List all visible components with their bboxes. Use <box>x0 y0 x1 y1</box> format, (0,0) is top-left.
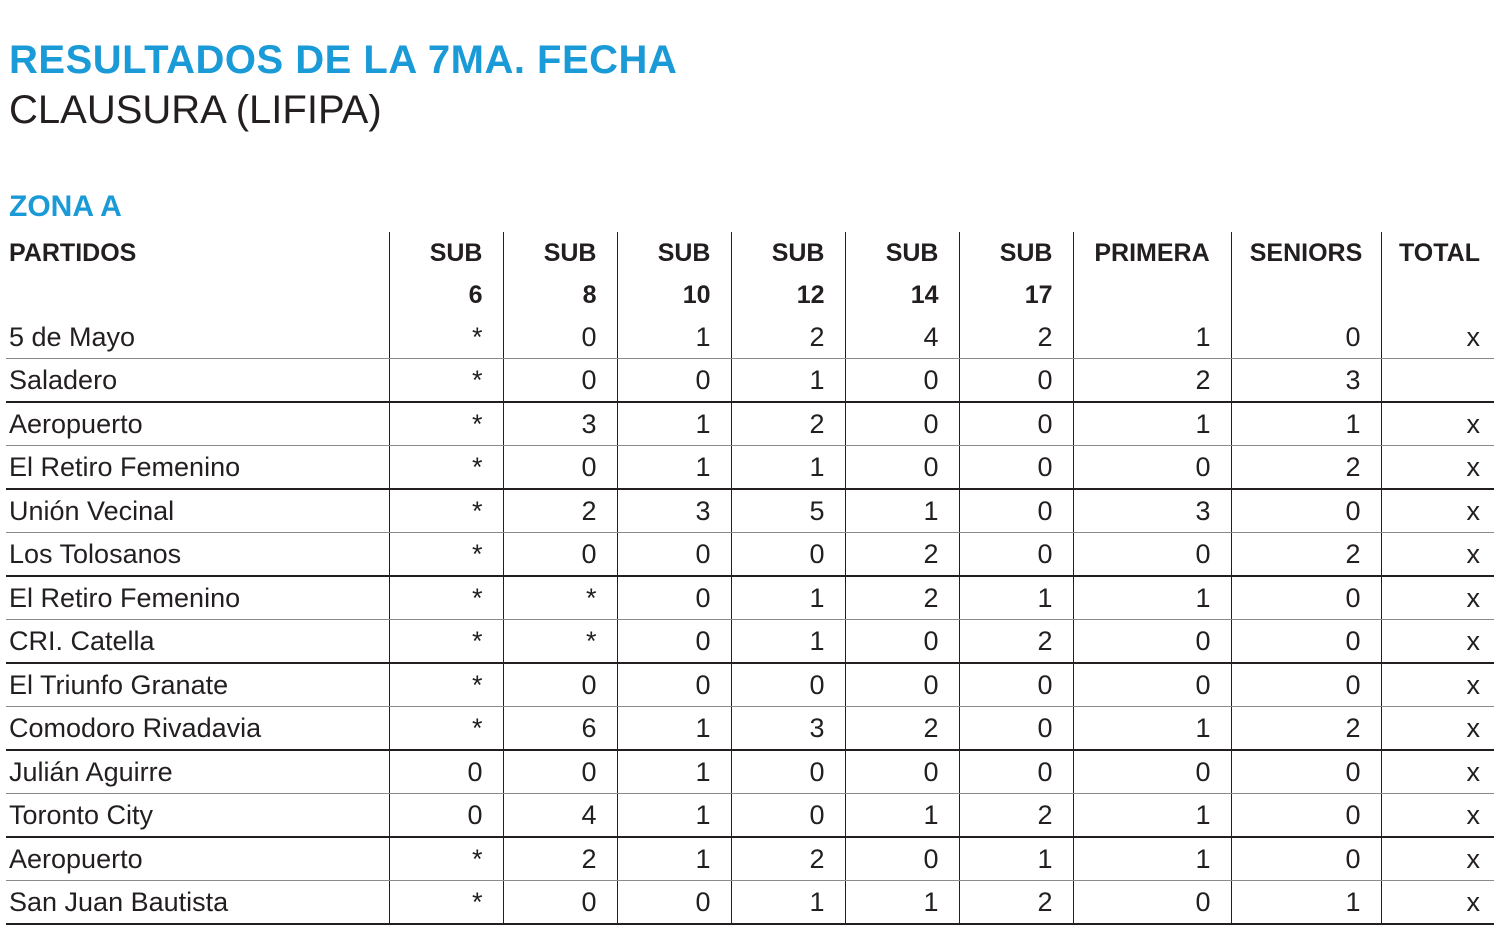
primera-cell: 0 <box>1073 663 1231 707</box>
sub8-cell: 0 <box>503 881 617 925</box>
column-header-sub8: SUB <box>503 232 617 274</box>
primera-cell: 0 <box>1073 620 1231 664</box>
total-cell: x <box>1381 663 1494 707</box>
total-cell: x <box>1381 707 1494 751</box>
sub12-cell: 0 <box>731 750 845 794</box>
seniors-cell: 0 <box>1231 489 1381 533</box>
column-header-primera-sub <box>1073 274 1231 316</box>
table-row <box>6 794 1494 838</box>
sub14-cell: 4 <box>845 316 959 359</box>
table-row <box>6 620 1494 664</box>
team-name-cell: CRI. Catella <box>6 620 389 664</box>
header-row-1 <box>6 232 1494 274</box>
total-cell <box>1381 359 1494 403</box>
sub12-cell: 2 <box>731 837 845 881</box>
table-row <box>6 707 1494 751</box>
seniors-cell: 0 <box>1231 794 1381 838</box>
sub10-cell: 0 <box>617 881 731 925</box>
sub12-cell: 1 <box>731 881 845 925</box>
primera-cell: 1 <box>1073 794 1231 838</box>
seniors-cell: 0 <box>1231 620 1381 664</box>
sub6-cell: 0 <box>389 794 503 838</box>
sub10-cell: 0 <box>617 359 731 403</box>
column-header-seniors-sub <box>1231 274 1381 316</box>
sub12-cell: 1 <box>731 620 845 664</box>
total-cell: x <box>1381 533 1494 577</box>
seniors-cell: 0 <box>1231 750 1381 794</box>
sub14-cell: 0 <box>845 359 959 403</box>
total-cell: x <box>1381 446 1494 490</box>
sub6-cell: * <box>389 489 503 533</box>
team-name-cell: Julián Aguirre <box>6 750 389 794</box>
table-body <box>6 316 1494 924</box>
zone-heading: ZONA A <box>9 190 122 223</box>
total-cell: x <box>1381 402 1494 446</box>
total-cell: x <box>1381 576 1494 620</box>
sub14-cell: 2 <box>845 533 959 577</box>
sub8-cell: 6 <box>503 707 617 751</box>
results-table <box>6 232 1494 925</box>
sub14-cell: 0 <box>845 837 959 881</box>
column-header-sub12: SUB <box>731 232 845 274</box>
sub6-cell: * <box>389 837 503 881</box>
sub12-cell: 0 <box>731 663 845 707</box>
sub14-cell: 2 <box>845 576 959 620</box>
column-header-sub14-age: 14 <box>845 274 959 316</box>
sub17-cell: 1 <box>959 576 1073 620</box>
table-row <box>6 576 1494 620</box>
table-row <box>6 663 1494 707</box>
seniors-cell: 1 <box>1231 402 1381 446</box>
sub14-cell: 1 <box>845 794 959 838</box>
primera-cell: 3 <box>1073 489 1231 533</box>
table-row <box>6 359 1494 403</box>
team-name-cell: 5 de Mayo <box>6 316 389 359</box>
primera-cell: 0 <box>1073 446 1231 490</box>
sub14-cell: 0 <box>845 620 959 664</box>
column-header-primera: PRIMERA <box>1073 232 1231 274</box>
sub6-cell: * <box>389 707 503 751</box>
seniors-cell: 2 <box>1231 707 1381 751</box>
sub10-cell: 0 <box>617 663 731 707</box>
column-header-sub17: SUB <box>959 232 1073 274</box>
primera-cell: 0 <box>1073 881 1231 925</box>
primera-cell: 1 <box>1073 316 1231 359</box>
sub12-cell: 1 <box>731 576 845 620</box>
primera-cell: 1 <box>1073 707 1231 751</box>
sub8-cell: 0 <box>503 316 617 359</box>
team-name-cell: Toronto City <box>6 794 389 838</box>
sub6-cell: * <box>389 620 503 664</box>
sub10-cell: 1 <box>617 707 731 751</box>
sub10-cell: 1 <box>617 837 731 881</box>
table-row <box>6 750 1494 794</box>
table-row <box>6 446 1494 490</box>
sub6-cell: * <box>389 359 503 403</box>
column-header-sub10-age: 10 <box>617 274 731 316</box>
table-row <box>6 489 1494 533</box>
sub14-cell: 1 <box>845 489 959 533</box>
header-row-2 <box>6 274 1494 316</box>
seniors-cell: 2 <box>1231 446 1381 490</box>
primera-cell: 2 <box>1073 359 1231 403</box>
sub10-cell: 3 <box>617 489 731 533</box>
sub8-cell: 0 <box>503 359 617 403</box>
primera-cell: 1 <box>1073 402 1231 446</box>
sub17-cell: 0 <box>959 707 1073 751</box>
sub14-cell: 0 <box>845 402 959 446</box>
sub6-cell: * <box>389 446 503 490</box>
seniors-cell: 0 <box>1231 663 1381 707</box>
team-name-cell: Aeropuerto <box>6 837 389 881</box>
sub6-cell: * <box>389 533 503 577</box>
total-cell: x <box>1381 489 1494 533</box>
sub12-cell: 0 <box>731 794 845 838</box>
total-cell: x <box>1381 881 1494 925</box>
sub17-cell: 2 <box>959 316 1073 359</box>
sub17-cell: 1 <box>959 837 1073 881</box>
column-header-sub10: SUB <box>617 232 731 274</box>
sub17-cell: 0 <box>959 663 1073 707</box>
sub10-cell: 0 <box>617 576 731 620</box>
seniors-cell: 0 <box>1231 837 1381 881</box>
sub14-cell: 2 <box>845 707 959 751</box>
total-cell: x <box>1381 620 1494 664</box>
team-name-cell: Saladero <box>6 359 389 403</box>
column-header-seniors: SENIORS <box>1231 232 1381 274</box>
sub17-cell: 0 <box>959 533 1073 577</box>
sub10-cell: 0 <box>617 533 731 577</box>
seniors-cell: 0 <box>1231 316 1381 359</box>
sub10-cell: 1 <box>617 750 731 794</box>
sub6-cell: * <box>389 576 503 620</box>
sub17-cell: 0 <box>959 359 1073 403</box>
team-name-cell: San Juan Bautista <box>6 881 389 925</box>
primera-cell: 0 <box>1073 533 1231 577</box>
sub8-cell: 0 <box>503 446 617 490</box>
sub6-cell: * <box>389 663 503 707</box>
sub8-cell: * <box>503 576 617 620</box>
total-cell: x <box>1381 750 1494 794</box>
column-header-sub8-age: 8 <box>503 274 617 316</box>
sub10-cell: 1 <box>617 794 731 838</box>
sub12-cell: 2 <box>731 316 845 359</box>
sub12-cell: 0 <box>731 533 845 577</box>
page-title: RESULTADOS DE LA 7MA. FECHA <box>9 38 678 82</box>
page-subtitle: CLAUSURA (LIFIPA) <box>9 88 382 132</box>
sub6-cell: * <box>389 881 503 925</box>
primera-cell: 1 <box>1073 837 1231 881</box>
seniors-cell: 1 <box>1231 881 1381 925</box>
sub17-cell: 2 <box>959 881 1073 925</box>
sub17-cell: 2 <box>959 794 1073 838</box>
total-cell: x <box>1381 316 1494 359</box>
sub12-cell: 1 <box>731 446 845 490</box>
sub12-cell: 1 <box>731 359 845 403</box>
team-name-cell: El Retiro Femenino <box>6 446 389 490</box>
sub8-cell: * <box>503 620 617 664</box>
sub14-cell: 1 <box>845 881 959 925</box>
team-name-cell: Unión Vecinal <box>6 489 389 533</box>
seniors-cell: 0 <box>1231 576 1381 620</box>
sub17-cell: 0 <box>959 750 1073 794</box>
sub8-cell: 2 <box>503 837 617 881</box>
sub12-cell: 2 <box>731 402 845 446</box>
sub8-cell: 0 <box>503 663 617 707</box>
sub8-cell: 3 <box>503 402 617 446</box>
column-header-sub14: SUB <box>845 232 959 274</box>
table-row <box>6 402 1494 446</box>
column-header-total: TOTAL <box>1381 232 1494 274</box>
team-name-cell: El Triunfo Granate <box>6 663 389 707</box>
total-cell: x <box>1381 837 1494 881</box>
sub12-cell: 3 <box>731 707 845 751</box>
sub8-cell: 0 <box>503 533 617 577</box>
sub10-cell: 0 <box>617 620 731 664</box>
column-header-sub12-age: 12 <box>731 274 845 316</box>
table-header <box>6 232 1494 316</box>
table-row <box>6 881 1494 925</box>
team-name-cell: Aeropuerto <box>6 402 389 446</box>
sub17-cell: 0 <box>959 402 1073 446</box>
sub17-cell: 0 <box>959 489 1073 533</box>
total-cell: x <box>1381 794 1494 838</box>
team-name-cell: Comodoro Rivadavia <box>6 707 389 751</box>
team-name-cell: Los Tolosanos <box>6 533 389 577</box>
sub10-cell: 1 <box>617 316 731 359</box>
primera-cell: 0 <box>1073 750 1231 794</box>
primera-cell: 1 <box>1073 576 1231 620</box>
sub8-cell: 2 <box>503 489 617 533</box>
seniors-cell: 3 <box>1231 359 1381 403</box>
sub8-cell: 4 <box>503 794 617 838</box>
sub17-cell: 0 <box>959 446 1073 490</box>
sub6-cell: * <box>389 402 503 446</box>
sub17-cell: 2 <box>959 620 1073 664</box>
sub8-cell: 0 <box>503 750 617 794</box>
column-header-sub6-age: 6 <box>389 274 503 316</box>
sub12-cell: 5 <box>731 489 845 533</box>
sub6-cell: * <box>389 316 503 359</box>
sub10-cell: 1 <box>617 402 731 446</box>
sub14-cell: 0 <box>845 663 959 707</box>
column-header-partidos-sub <box>6 274 389 316</box>
column-header-sub17-age: 17 <box>959 274 1073 316</box>
table-row <box>6 533 1494 577</box>
sub10-cell: 1 <box>617 446 731 490</box>
sub6-cell: 0 <box>389 750 503 794</box>
sub14-cell: 0 <box>845 750 959 794</box>
column-header-partidos: PARTIDOS <box>9 239 137 267</box>
column-header-total-sub <box>1381 274 1494 316</box>
sub14-cell: 0 <box>845 446 959 490</box>
column-header-sub6: SUB <box>389 232 503 274</box>
team-name-cell: El Retiro Femenino <box>6 576 389 620</box>
table-row <box>6 316 1494 359</box>
seniors-cell: 2 <box>1231 533 1381 577</box>
table-row <box>6 837 1494 881</box>
